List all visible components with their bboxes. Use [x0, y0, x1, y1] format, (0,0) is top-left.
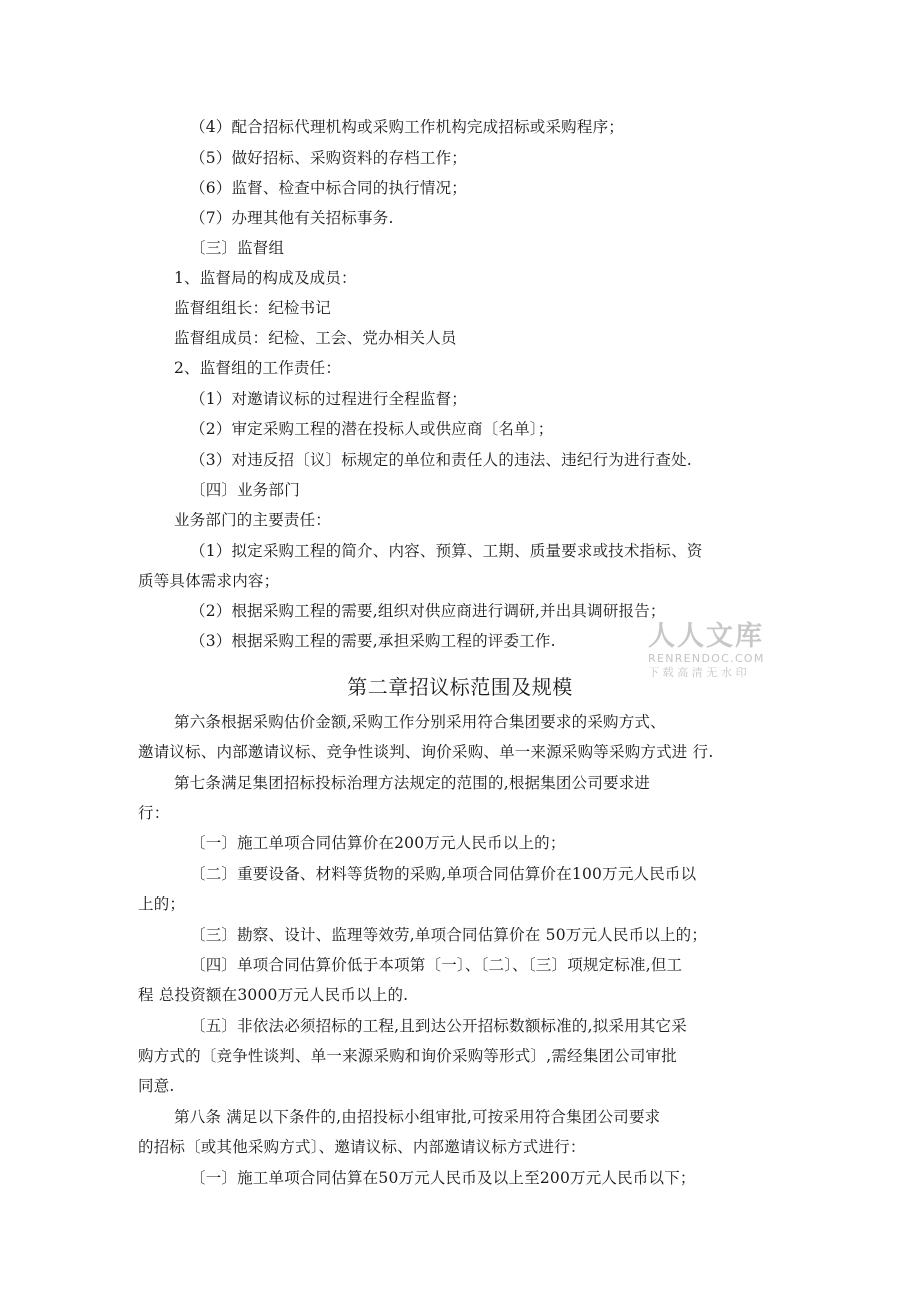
text-line: 上的；: [138, 895, 186, 913]
text-line: 2、监督组的工作责任：: [174, 359, 342, 377]
chapter-heading: 第二章招议标范围及规模: [347, 675, 573, 699]
text-line: 程 总投资额在3000万元人民币以上的.: [138, 986, 409, 1004]
text-line: （7）办理其他有关招标事务.: [190, 209, 394, 227]
text-line: 〔四〕单项合同估算价低于本项第〔一〕、〔二〕、〔三〕项规定标准,但工: [190, 956, 683, 974]
text-line: （4）配合招标代理机构或采购工作机构完成招标或采购程序；: [190, 118, 624, 136]
watermark-subtitle: 下载高清无水印: [648, 666, 751, 679]
text-line: 邀请议标、内部邀请议标、竞争性谈判、询价采购、单一来源采购等采购方式进 行.: [138, 743, 714, 761]
text-line: 第七条满足集团招标投标治理方法规定的范围的,根据集团公司要求进: [174, 774, 651, 792]
text-line: 的招标〔或其他采购方式〕、邀请议标、内部邀请议标方式进行：: [138, 1138, 586, 1156]
text-line: 业务部门的主要责任：: [174, 511, 332, 529]
text-line: （2）审定采购工程的潜在投标人或供应商〔名单〕；: [190, 420, 554, 438]
section-heading: 〔三〕监督组: [190, 239, 285, 257]
text-line: 〔五〕非依法必须招标的工程,且到达公开招标数额标准的,拟采用其它采: [190, 1017, 687, 1035]
text-line: 第八条 满足以下条件的,由招投标小组审批,可按采用符合集团公司要求: [174, 1108, 661, 1126]
text-line: （1）拟定采购工程的简介、内容、预算、工期、质量要求或技术指标、资: [190, 542, 703, 560]
text-line: 〔二〕重要设备、材料等货物的采购,单项合同估算价在100万元人民币以: [190, 865, 697, 883]
watermark-title: 人人文库: [648, 621, 764, 652]
text-line: 1、监督局的构成及成员：: [174, 269, 357, 287]
text-line: 行：: [138, 804, 170, 822]
text-line: （6）监督、检查中标合同的执行情况；: [190, 179, 467, 197]
text-line: 〔一〕施工单项合同估算在50万元人民币及以上至200万元人民币以下；: [190, 1169, 696, 1187]
text-line: （2）根据采购工程的需要,组织对供应商进行调研,并出具调研报告；: [190, 602, 666, 620]
text-line: 监督组组长：纪检书记: [174, 299, 332, 317]
text-line: 同意.: [138, 1077, 175, 1095]
text-line: 监督组成员：纪检、工会、党办相关人员: [174, 329, 457, 347]
text-line: 第六条根据采购估价金额,采购工作分别采用符合集团要求的采购方式、: [174, 713, 666, 731]
text-line: （3）根据采购工程的需要,承担采购工程的评委工作.: [190, 632, 556, 650]
text-line: 质等具体需求内容；: [138, 572, 280, 590]
watermark: [648, 622, 773, 680]
text-line: 〔一〕施工单项合同估算价在200万元人民币以上的；: [190, 834, 566, 852]
text-line: （1）对邀请议标的过程进行全程监督；: [190, 390, 467, 408]
text-line: （3）对违反招〔议〕标规定的单位和责任人的违法、违纪行为进行查处.: [190, 451, 692, 469]
section-heading: 〔四〕业务部门: [190, 481, 300, 499]
watermark-url: RENRENDOC.COM: [648, 652, 765, 665]
text-line: 〔三〕勘察、设计、监理等效劳,单项合同估算价在 50万元人民币以上的；: [190, 926, 708, 944]
text-line: 购方式的〔竞争性谈判、单一来源采购和询价采购等形式〕,需经集团公司审批: [138, 1047, 677, 1065]
text-line: （5）做好招标、采购资料的存档工作；: [190, 149, 467, 167]
